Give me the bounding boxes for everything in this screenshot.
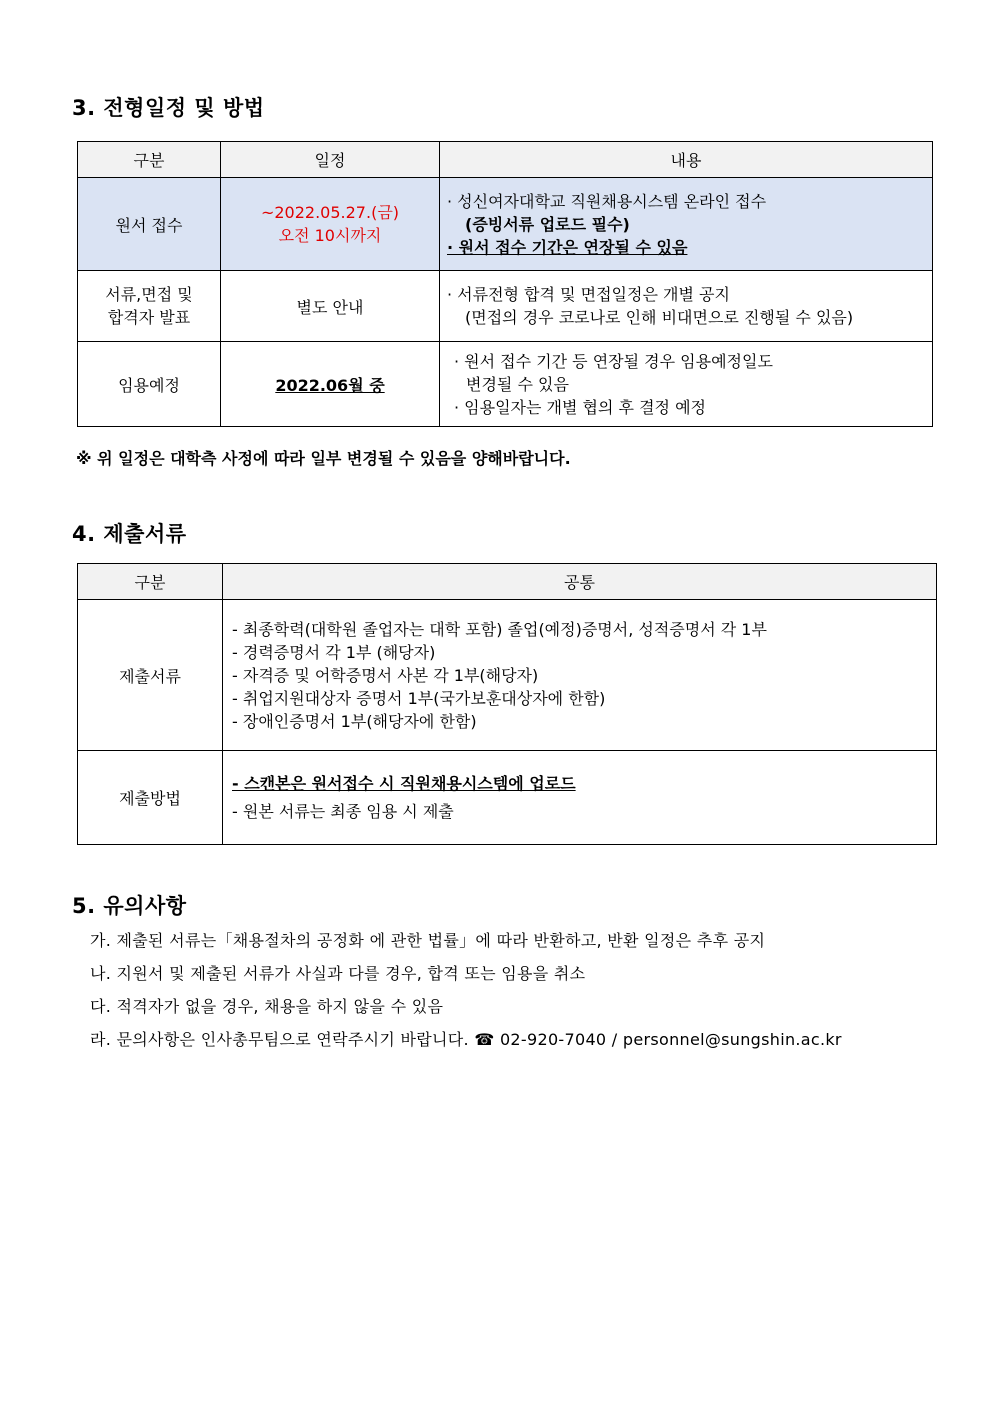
appointment-schedule: [221, 342, 440, 427]
application-deadline: [221, 178, 440, 271]
documents-table: [77, 563, 937, 845]
list-item: - 최종학력(대학원 졸업자는 대학 포함) 졸업(예정)증명서, 성적증명서 각 1부: [232, 619, 767, 639]
row-label-announcement: [78, 271, 221, 342]
documents-header-row: [78, 564, 937, 600]
schedule-row-application: [78, 178, 933, 271]
appointment-date: 2022.06월 중: [275, 375, 385, 395]
schedule-header-row: [78, 142, 933, 178]
content-line: [447, 236, 932, 259]
row-label-method: 제출방법: [78, 751, 223, 845]
header-content: 내용: [440, 142, 933, 178]
content-line: · 원서 접수 기간 등 연장될 경우 임용예정일도: [454, 351, 773, 371]
schedule-row-announcement: [78, 271, 933, 342]
section5-title: 5. 유의사항: [72, 894, 187, 918]
notice-item-contact: 라. 문의사항은 인사총무팀으로 연락주시기 바랍니다. ☎ 02-920-7040 / personnel@sungshin.ac.kr: [90, 1030, 842, 1049]
list-item: - 원본 서류는 최종 임용 시 제출: [232, 801, 454, 821]
label-line: 합격자 발표: [107, 308, 191, 327]
required-documents-list: [223, 600, 937, 751]
extension-note: · 원서 접수 기간은 연장될 수 있음: [447, 237, 688, 257]
deadline-date: ~2022.05.27.(금): [260, 203, 400, 222]
notice-item: 다. 적격자가 없을 경우, 채용을 하지 않을 수 있음: [90, 997, 444, 1016]
list-item: - 장애인증명서 1부(해당자에 한함): [232, 711, 477, 731]
schedule-table: [77, 141, 933, 427]
section3-title: 3. 전형일정 및 방법: [72, 96, 265, 120]
documents-row-required: [78, 600, 937, 751]
schedule-note: ※ 위 일정은 대학측 사정에 따라 일부 변경될 수 있음을 양해바랍니다.: [76, 449, 571, 468]
upload-instruction: - 스캔본은 원서접수 시 직원채용시스템에 업로드: [232, 773, 576, 793]
schedule-row-appointment: [78, 342, 933, 427]
header-schedule: 일정: [221, 142, 440, 178]
section4-title: 4. 제출서류: [72, 522, 187, 546]
header-category: 구분: [78, 142, 221, 178]
notice-item: 나. 지원서 및 제출된 서류가 사실과 다를 경우, 합격 또는 임용을 취소: [90, 964, 586, 983]
header-category: 구분: [78, 564, 223, 600]
submission-method-list: [223, 751, 937, 845]
header-common: 공통: [223, 564, 937, 600]
content-line: · 서류전형 합격 및 면접일정은 개별 공지: [447, 285, 730, 304]
content-line: 변경될 수 있음: [466, 374, 569, 394]
list-item: - 취업지원대상자 증명서 1부(국가보훈대상자에 한함): [232, 688, 606, 708]
label-line: 서류,면접 및: [105, 285, 193, 304]
content-line: (면접의 경우 코로나로 인해 비대면으로 진행될 수 있음): [465, 308, 854, 327]
application-content: [440, 178, 933, 271]
documents-row-method: [78, 751, 937, 845]
list-item: - 자격증 및 어학증명서 사본 각 1부(해당자): [232, 665, 539, 685]
content-line: (증빙서류 업로드 필수): [465, 214, 630, 234]
notice-item: 가. 제출된 서류는「채용절차의 공정화 에 관한 법률」에 따라 반환하고, 반환 일정은 추후 공지: [90, 931, 766, 950]
content-line: · 성신여자대학교 직원채용시스템 온라인 접수: [447, 191, 767, 211]
row-label-appointment: 임용예정: [78, 342, 221, 427]
list-item: - 경력증명서 각 1부 (해당자): [232, 642, 436, 662]
row-label-required: 제출서류: [78, 600, 223, 751]
row-label-application: 원서 접수: [78, 178, 221, 271]
appointment-content: [440, 342, 933, 427]
announcement-schedule: 별도 안내: [221, 271, 440, 342]
announcement-content: [440, 271, 933, 342]
deadline-time: 오전 10시까지: [278, 226, 382, 245]
list-item: [232, 770, 936, 798]
content-line: · 임용일자는 개별 협의 후 결정 예정: [454, 397, 706, 417]
